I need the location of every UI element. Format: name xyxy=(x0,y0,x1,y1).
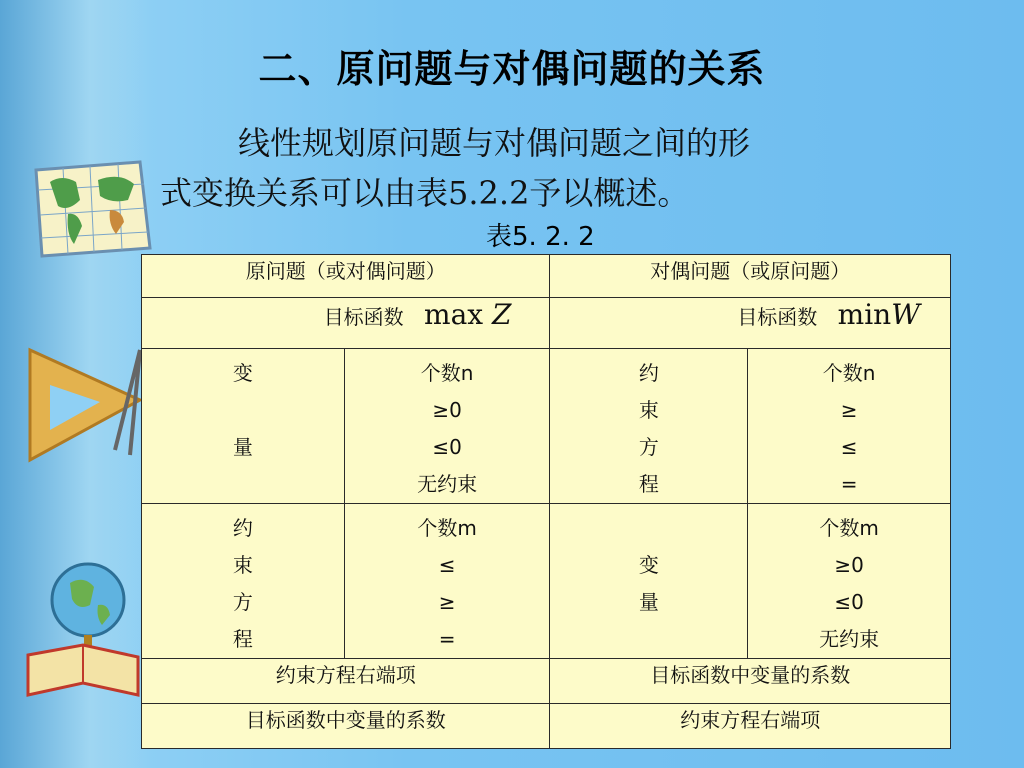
value-cell: = xyxy=(438,627,456,651)
world-map-icon xyxy=(28,160,158,260)
value-cell: 无约束 xyxy=(417,472,478,496)
coefficient-row xyxy=(142,704,951,749)
objective-max xyxy=(424,298,511,331)
coef-primal: 目标函数中变量的系数 xyxy=(142,704,550,749)
globe-book-icon xyxy=(18,555,148,705)
value-cell: ≥0 xyxy=(432,398,462,422)
w-var: W xyxy=(891,298,920,331)
primal-dual-relation-table xyxy=(141,254,951,749)
block1-right-label xyxy=(550,349,748,504)
objective-min xyxy=(838,298,920,331)
label-char: 约 xyxy=(638,361,659,385)
label-char: 量 xyxy=(638,590,659,614)
table-header-row xyxy=(142,255,951,298)
intro-paragraph xyxy=(160,118,900,218)
block1-left-label xyxy=(142,349,345,504)
set-square-icon xyxy=(20,330,150,470)
value-cell: 个数n xyxy=(420,361,474,385)
value-cell: ≤ xyxy=(438,553,456,577)
label-char: 方 xyxy=(638,435,659,459)
label-char: 束 xyxy=(638,398,659,422)
objective-label: 目标函数 xyxy=(323,305,404,329)
rhs-row xyxy=(142,659,951,704)
value-cell: ≤0 xyxy=(834,590,864,614)
block1-left-values xyxy=(344,349,550,504)
max-text: max xyxy=(424,298,484,331)
objective-dual xyxy=(550,298,951,349)
label-char: 程 xyxy=(232,627,253,651)
value-cell: ≥ xyxy=(840,398,858,422)
label-char: 束 xyxy=(232,553,253,577)
block2-left-values xyxy=(344,504,550,659)
label-char: 程 xyxy=(638,472,659,496)
label-char: 量 xyxy=(232,435,253,459)
block2-left-label xyxy=(142,504,345,659)
label-char: 约 xyxy=(232,516,253,540)
label-char: 方 xyxy=(232,590,253,614)
block1-right-values xyxy=(748,349,951,504)
label-char: 变 xyxy=(638,553,659,577)
header-primal: 原问题（或对偶问题） xyxy=(142,255,550,298)
value-cell: 无约束 xyxy=(819,627,880,651)
table-caption: 表5. 2. 2 xyxy=(486,222,595,252)
objective-primal xyxy=(142,298,550,349)
variables-block-row xyxy=(142,349,951,504)
objective-row xyxy=(142,298,951,349)
value-cell: ≤0 xyxy=(432,435,462,459)
min-text: min xyxy=(837,298,892,331)
value-cell: ≥ xyxy=(438,590,456,614)
objective-label: 目标函数 xyxy=(737,305,818,329)
coef-dual: 约束方程右端项 xyxy=(550,704,951,749)
header-dual: 对偶问题（或原问题） xyxy=(550,255,951,298)
value-cell: 个数n xyxy=(822,361,876,385)
z-var: Z xyxy=(492,298,512,331)
value-cell: ≤ xyxy=(840,435,858,459)
rhs-dual: 目标函数中变量的系数 xyxy=(550,659,951,704)
value-cell: 个数m xyxy=(819,516,879,540)
label-char: 变 xyxy=(232,361,253,385)
value-cell: = xyxy=(840,472,858,496)
block2-right-values xyxy=(748,504,951,659)
intro-line-1: 线性规划原问题与对偶问题之间的形 xyxy=(238,124,751,162)
block2-right-label xyxy=(550,504,748,659)
rhs-primal: 约束方程右端项 xyxy=(142,659,550,704)
value-cell: ≥0 xyxy=(834,553,864,577)
constraints-block-row xyxy=(142,504,951,659)
intro-line-2: 式变换关系可以由表5.2.2予以概述。 xyxy=(160,174,690,212)
value-cell: 个数m xyxy=(417,516,477,540)
slide-title: 二、原问题与对偶问题的关系 xyxy=(258,47,766,91)
